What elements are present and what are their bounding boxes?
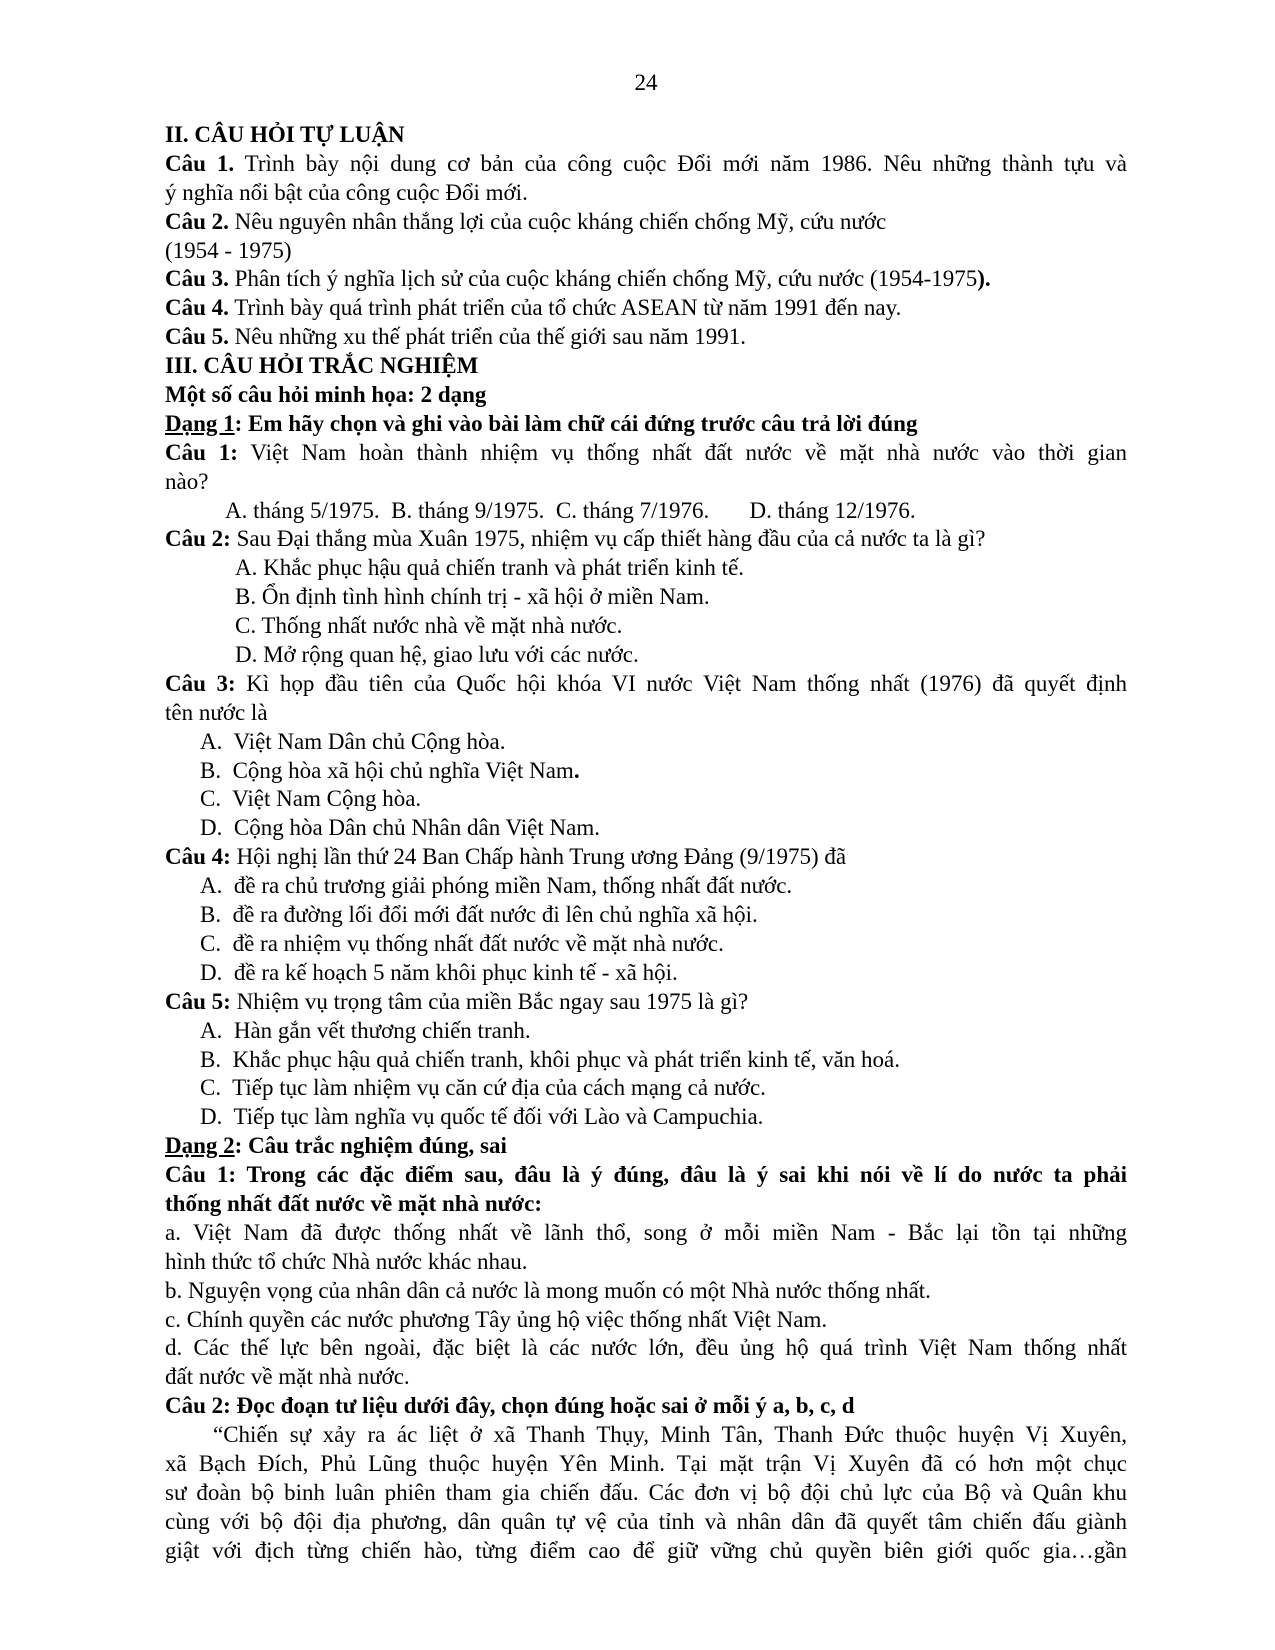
tf-question-1-item-a-cont: hình thức tổ chức Nhà nước khác nhau.: [165, 1248, 528, 1274]
mc-question-3-cont: tên nước là: [165, 699, 268, 725]
essay-question-1: Câu 1. Trình bày nội dung cơ bản của công cuộc Đổi mới năm 1986. Nêu những thành tựu và: [165, 150, 1127, 176]
tf-question-1-item-d: d. Các thế lực bên ngoài, đặc biệt là các nước lớn, đều ủng hộ quá trình Việt Nam thống nhất: [165, 1335, 1127, 1361]
tf-question-2: Câu 2: Đọc đoạn tư liệu dưới đây, chọn đúng hoặc sai ở mỗi ý a, b, c, d: [165, 1393, 855, 1419]
mc-question-2-option-b: B. Ổn định tình hình chính trị - xã hội ở miền Nam.: [235, 584, 710, 610]
section-subheading: Một số câu hỏi minh họa: 2 dạng: [165, 382, 487, 408]
mc-question-5-option-b: B. Khắc phục hậu quả chiến tranh, khôi phục và phát triển kinh tế, văn hoá.: [200, 1046, 901, 1072]
passage-line-1: “Chiến sự xảy ra ác liệt ở xã Thanh Thụy, Minh Tân, Thanh Đức thuộc huyện Vị Xuyên,: [213, 1422, 1127, 1448]
mc-question-4-option-d: D. đề ra kế hoạch 5 năm khôi phục kinh tế - xã hội.: [200, 959, 678, 985]
mc-question-3-option-a: A. Việt Nam Dân chủ Cộng hòa.: [200, 728, 506, 754]
mc-question-5: Câu 5: Nhiệm vụ trọng tâm của miền Bắc ngay sau 1975 là gì?: [165, 988, 749, 1014]
mc-question-5-option-c: C. Tiếp tục làm nhiệm vụ căn cứ địa của cách mạng cả nước.: [200, 1075, 766, 1101]
passage-line-3: sư đoàn bộ binh luân phiên tham gia chiến đấu. Các đơn vị bộ đội chủ lực của Bộ và Quân khu: [165, 1479, 1127, 1505]
dang1-heading: Dạng 1: Em hãy chọn và ghi vào bài làm chữ cái đứng trước câu trả lời đúng: [165, 410, 918, 436]
passage-line-5: giật với địch từng chiến hào, từng điểm cao để giữ vững chủ quyền biên giới quốc gia…gần: [165, 1537, 1127, 1563]
mc-question-2-option-d: D. Mở rộng quan hệ, giao lưu với các nước.: [235, 642, 639, 668]
page-number: 24: [634, 70, 658, 95]
dang2-heading: Dạng 2: Câu trắc nghiệm đúng, sai: [165, 1133, 507, 1159]
mc-question-5-option-a: A. Hàn gắn vết thương chiến tranh.: [200, 1017, 531, 1043]
section-heading-essay: II. CÂU HỎI TỰ LUẬN: [165, 122, 405, 147]
mc-question-1: Câu 1: Việt Nam hoàn thành nhiệm vụ thống nhất đất nước về mặt nhà nước vào thời gian: [165, 439, 1127, 465]
tf-question-1-cont: thống nhất đất nước về mặt nhà nước:: [165, 1190, 543, 1216]
tf-question-1-item-d-cont: đất nước về mặt nhà nước.: [165, 1364, 410, 1390]
mc-question-5-option-d: D. Tiếp tục làm nghĩa vụ quốc tế đối với Lào và Campuchia.: [200, 1104, 764, 1130]
mc-question-2: Câu 2: Sau Đại thắng mùa Xuân 1975, nhiệm vụ cấp thiết hàng đầu của cả nước ta là gì?: [165, 526, 986, 552]
mc-question-4: Câu 4: Hội nghị lần thứ 24 Ban Chấp hành Trung ương Đảng (9/1975) đã: [165, 844, 847, 870]
mc-question-4-option-c: C. đề ra nhiệm vụ thống nhất đất nước về mặt nhà nước.: [200, 930, 724, 956]
mc-question-1-options: A. tháng 5/1975. B. tháng 9/1975. C. tháng 7/1976. D. tháng 12/1976.: [225, 497, 916, 523]
mc-question-2-option-c: C. Thống nhất nước nhà về mặt nhà nước.: [235, 613, 623, 639]
mc-question-3-option-c: C. Việt Nam Cộng hòa.: [200, 786, 422, 812]
tf-question-1: Câu 1: Trong các đặc điểm sau, đâu là ý đúng, đâu là ý sai khi nói về lí do nước ta phải: [165, 1162, 1127, 1188]
essay-question-2-cont: (1954 - 1975): [165, 237, 292, 263]
mc-question-2-option-a: A. Khắc phục hậu quả chiến tranh và phát triển kinh tế.: [235, 555, 745, 581]
document-body: [165, 121, 1127, 1566]
mc-question-3: Câu 3: Kì họp đầu tiên của Quốc hội khóa VI nước Việt Nam thống nhất (1976) đã quyết định: [165, 670, 1127, 696]
essay-question-1-cont: ý nghĩa nổi bật của công cuộc Đổi mới.: [165, 179, 528, 205]
passage-line-2: xã Bạch Đích, Phủ Lũng thuộc huyện Yên Minh. Tại mặt trận Vị Xuyên đã có hơn một chục: [165, 1450, 1127, 1476]
essay-question-5: Câu 5. Nêu những xu thế phát triển của thế giới sau năm 1991.: [165, 324, 747, 350]
tf-question-1-item-c: c. Chính quyền các nước phương Tây ủng hộ việc thống nhất Việt Nam.: [165, 1306, 828, 1332]
essay-question-2: Câu 2. Nêu nguyên nhân thắng lợi của cuộc kháng chiến chống Mỹ, cứu nước: [165, 208, 887, 234]
mc-question-3-option-b: B. Cộng hòa xã hội chủ nghĩa Việt Nam.: [200, 757, 580, 783]
tf-question-1-item-a: a. Việt Nam đã được thống nhất về lãnh thổ, song ở mỗi miền Nam - Bắc lại tồn tại những: [165, 1219, 1127, 1245]
section-heading-multiple-choice: III. CÂU HỎI TRẮC NGHIỆM: [165, 353, 479, 379]
passage-line-4: cùng với bộ đội địa phương, dân quân tự vệ của tỉnh và nhân dân đã quyết tâm chiến đấu giành: [165, 1508, 1127, 1534]
mc-question-4-option-b: B. đề ra đường lối đổi mới đất nước đi lên chủ nghĩa xã hội.: [200, 902, 758, 928]
essay-question-4: Câu 4. Trình bày quá trình phát triển của tổ chức ASEAN từ năm 1991 đến nay.: [165, 295, 902, 321]
essay-question-3: Câu 3. Phân tích ý nghĩa lịch sử của cuộc kháng chiến chống Mỹ, cứu nước (1954-1975).: [165, 266, 991, 292]
mc-question-4-option-a: A. đề ra chủ trương giải phóng miền Nam, thống nhất đất nước.: [200, 873, 793, 899]
mc-question-3-option-d: D. Cộng hòa Dân chủ Nhân dân Việt Nam.: [200, 815, 600, 841]
mc-question-1-cont: nào?: [165, 468, 209, 494]
tf-question-1-item-b: b. Nguyện vọng của nhân dân cả nước là mong muốn có một Nhà nước thống nhất.: [165, 1277, 931, 1303]
